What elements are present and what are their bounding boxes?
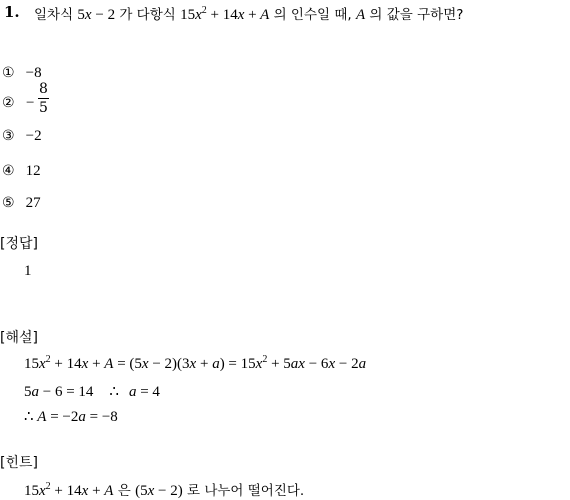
choice-4[interactable] bbox=[2, 160, 41, 180]
explanation-line-3: ∴ A = −2a = −8 bbox=[24, 409, 118, 425]
answer-value: 1 bbox=[24, 263, 32, 279]
hint-label: [힌트] bbox=[0, 455, 38, 471]
explanation-line-1: $15x^2 + 14x + A = (5x - 2)(3x + a) = 15x^2 + 5ax - 6x - 2a$ bbox=[24, 354, 367, 372]
choice-value-5: 27 bbox=[25, 195, 41, 211]
choice-sign-2: − bbox=[26, 95, 35, 111]
question-number: 1. bbox=[4, 3, 20, 21]
hint-text: $15x^2 + 14x + A$ 은 (5x − 2) 로 나누어 떨어진다. bbox=[24, 481, 305, 499]
choice-marker-5: ⑤ bbox=[2, 195, 15, 211]
choice-fraction-2 bbox=[38, 82, 49, 115]
answer-label: [정답] bbox=[0, 236, 38, 252]
explanation-label: [해설] bbox=[0, 330, 38, 346]
choice-3[interactable] bbox=[2, 125, 42, 145]
choice-1[interactable] bbox=[2, 62, 42, 82]
choice-value-1: −8 bbox=[25, 65, 42, 81]
question bbox=[4, 2, 20, 21]
choice-marker-4: ④ bbox=[2, 163, 15, 179]
choice-marker-2: ② bbox=[2, 95, 15, 111]
fraction-denominator: 5 bbox=[39, 100, 48, 116]
choice-value-3: −2 bbox=[25, 128, 42, 144]
fraction-numerator: 8 bbox=[39, 81, 48, 97]
choice-5[interactable] bbox=[2, 192, 41, 212]
choice-marker-3: ③ bbox=[2, 128, 15, 144]
choice-marker-1: ① bbox=[2, 65, 15, 81]
choice-value-4: 12 bbox=[25, 163, 41, 179]
explanation-line-2: 5a − 6 = 14 ∴ a = 4 bbox=[24, 384, 160, 400]
question-text: 일차식 5x − 2 가 다항식 $15x^2 + 14x + A$ 의 인수일 때, A 의 값을 구하면? bbox=[34, 5, 464, 23]
